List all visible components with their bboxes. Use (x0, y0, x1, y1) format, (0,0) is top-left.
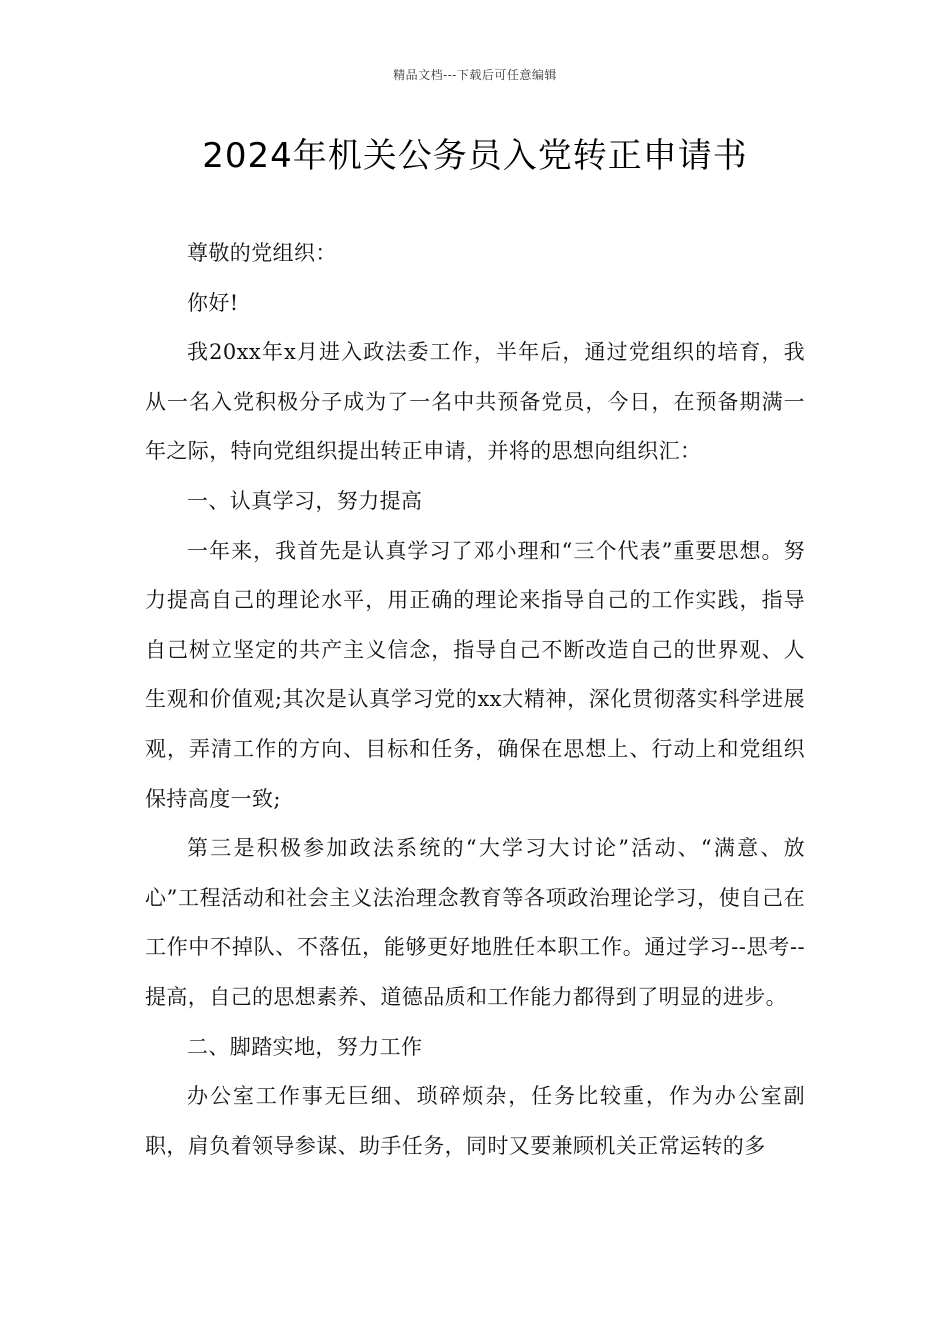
document-title: 2024年机关公务员入党转正申请书 (202, 136, 748, 176)
section-heading-2: 二、脚踏实地，努力工作 (187, 1034, 423, 1059)
section-heading-1: 一、认真学习，努力提高 (187, 488, 423, 513)
salutation: 尊敬的党组织： (187, 241, 337, 265)
header-watermark: 精品文档---下载后可任意编辑 (393, 68, 557, 82)
study-paragraph: 一年来，我首先是认真学习了邓小理和“三个代表”重要思想。努力提高自己的理论水平，用正确的理论来指导自己的工作实践，指导自己树立坚定的共产主义信念，指导自己不断改造自己的世界观、人生观和价值观;其次是认真学习党的xx大精神，深化贯彻落实科学进展观，弄清工作的方向、目标和任务，确保在思想上、行动上和党组织保持高度一致; (145, 538, 805, 811)
greeting: 你好! (187, 290, 239, 315)
document-body (145, 229, 805, 1171)
activities-paragraph: 第三是积极参加政法系统的“大学习大讨论”活动、“满意、放心”工程活动和社会主义法治理念教育等各项政治理论学习，使自己在工作中不掉队、不落伍，能够更好地胜任本职工作。通过学习--思考--提高，自己的思想素养、道德品质和工作能力都得到了明显的进步。 (145, 836, 805, 1009)
intro-paragraph: 我20xx年x月进入政法委工作，半年后，通过党组织的培育，我从一名入党积极分子成为了一名中共预备党员，今日，在预备期满一年之际，特向党组织提出转正申请，并将的思想向组织汇： (145, 340, 805, 464)
work-paragraph: 办公室工作事无巨细、琐碎烦杂，任务比较重，作为办公室副职，肩负着领导参谋、助手任务，同时又要兼顾机关正常运转的多 (145, 1084, 805, 1158)
